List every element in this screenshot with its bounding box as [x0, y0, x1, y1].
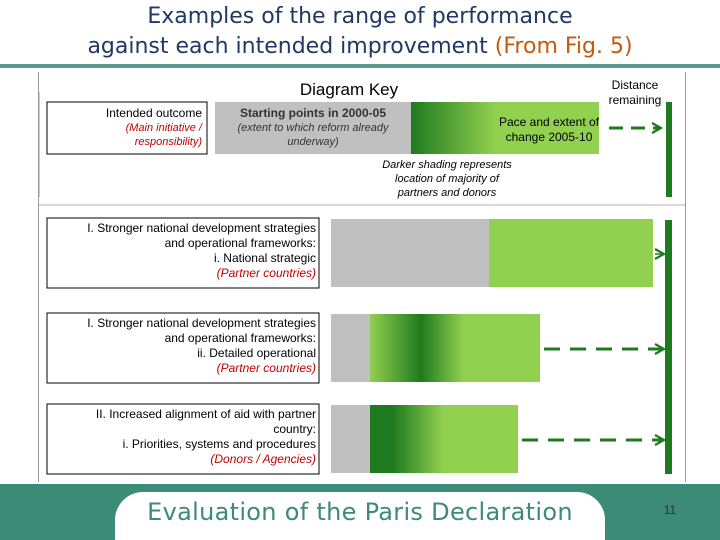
key-pace-1: Pace and extent of — [498, 115, 600, 129]
key-outcome-sub-1: (Main initiative / — [125, 122, 202, 134]
key-pace-2: change 2005-10 — [505, 130, 593, 144]
key-starting-2: (extent to which reform already — [237, 122, 389, 134]
row-1-progress-bar — [489, 219, 653, 287]
key-outcome-label: Intended outcome — [105, 106, 202, 120]
title-divider — [0, 64, 720, 68]
page-number: 11 — [663, 503, 677, 517]
target-line — [665, 220, 672, 474]
row-3-line-3: i. Priorities, systems and procedures — [122, 437, 316, 451]
title-line-2-main: against each intended improvement — [87, 34, 495, 59]
row-3-responsibility: (Donors / Agencies) — [210, 452, 316, 466]
diagram-panel — [38, 72, 686, 482]
row-1-line-2: and operational frameworks: — [164, 236, 316, 250]
title-line-2 — [0, 32, 720, 62]
row-2-line-2: and operational frameworks: — [164, 331, 316, 345]
row-2-line-3: ii. Detailed operational — [197, 346, 316, 360]
diagram-key — [39, 78, 672, 199]
row-1-starting-bar — [331, 219, 489, 287]
key-starting-1: Starting points in 2000-05 — [239, 106, 387, 120]
key-target-line — [666, 102, 672, 197]
key-starting-3: underway) — [287, 136, 339, 148]
title-line-1: Examples of the range of performance — [147, 4, 573, 29]
key-shading-3: partners and donors — [397, 187, 497, 199]
diagram-svg — [39, 72, 685, 482]
row-2-line-1: I. Stronger national development strategies — [87, 316, 316, 330]
row-3-progress-bar — [370, 405, 518, 473]
key-outcome-sub-2: responsibility) — [134, 136, 202, 148]
title-line-2-accent: (From Fig. 5) — [494, 34, 633, 59]
row-2-progress-bar — [370, 314, 540, 382]
row-1-line-3: i. National strategic — [213, 251, 316, 265]
key-title: Diagram Key — [299, 80, 399, 99]
row-1-line-1: I. Stronger national development strategies — [87, 221, 316, 235]
distance-label-1: Distance — [611, 78, 659, 92]
footer-title: Evaluation of the Paris Declaration — [147, 498, 573, 526]
row-3-starting-bar — [331, 405, 370, 473]
row-2-starting-bar — [331, 314, 370, 382]
slide-title — [0, 2, 720, 62]
distance-label-2: remaining — [608, 93, 662, 107]
row-3-line-2: country: — [273, 422, 316, 436]
key-shading-2: location of majority of — [395, 173, 499, 185]
rows-layer — [47, 218, 672, 474]
row-3-line-1: II. Increased alignment of aid with partner — [95, 407, 316, 421]
key-shading-1: Darker shading represents — [382, 159, 512, 171]
row-2-responsibility: (Partner countries) — [216, 361, 316, 375]
row-1-responsibility: (Partner countries) — [216, 266, 316, 280]
